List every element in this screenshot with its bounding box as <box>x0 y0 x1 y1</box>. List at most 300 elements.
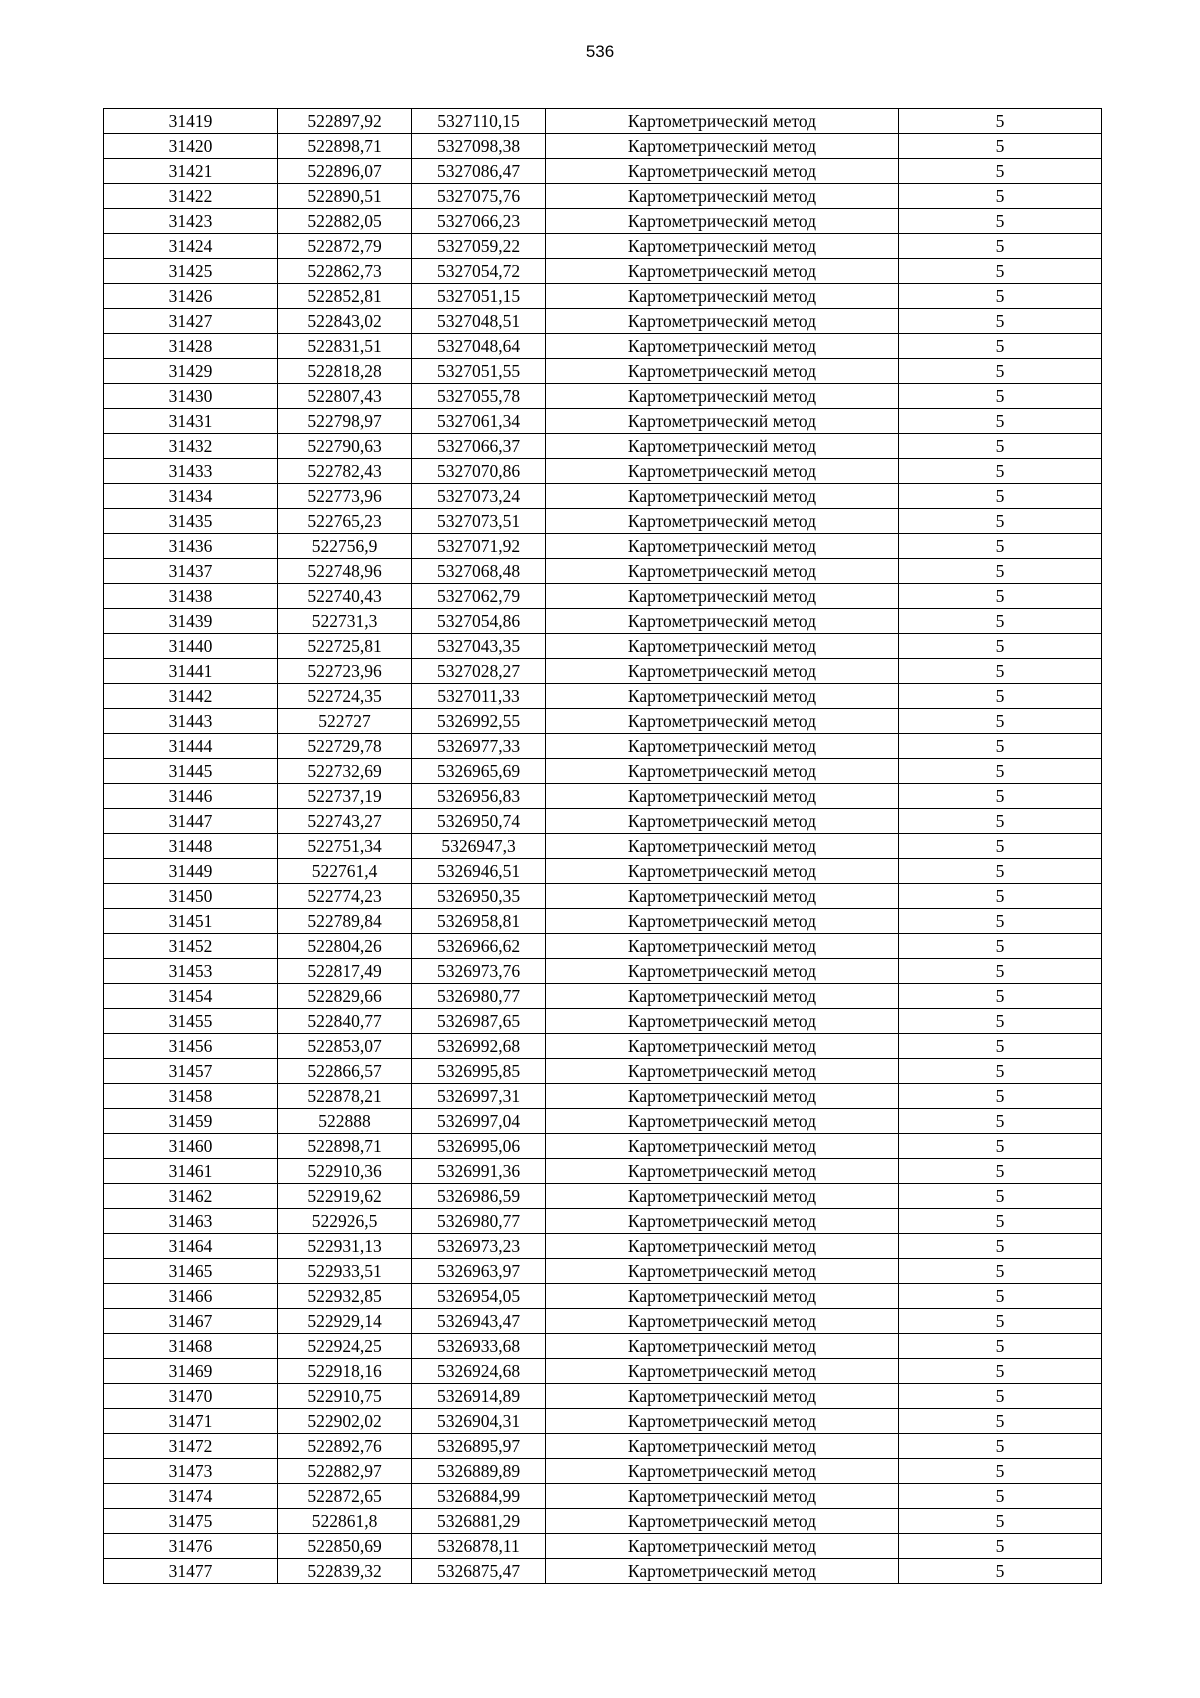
y-coordinate-cell: 5327043,35 <box>412 634 546 659</box>
method-cell: Картометрический метод <box>546 909 899 934</box>
point-number-cell: 31463 <box>104 1209 278 1234</box>
y-coordinate-cell: 5326946,51 <box>412 859 546 884</box>
table-row <box>104 1134 1102 1159</box>
point-number-cell: 31468 <box>104 1334 278 1359</box>
x-coordinate-cell: 522932,85 <box>278 1284 412 1309</box>
table-row <box>104 1359 1102 1384</box>
table-row <box>104 209 1102 234</box>
point-number-cell: 31433 <box>104 459 278 484</box>
table-row <box>104 184 1102 209</box>
y-coordinate-cell: 5326995,85 <box>412 1059 546 1084</box>
error-cell: 5 <box>899 459 1102 484</box>
point-number-cell: 31429 <box>104 359 278 384</box>
table-row <box>104 309 1102 334</box>
y-coordinate-cell: 5327048,51 <box>412 309 546 334</box>
y-coordinate-cell: 5327048,64 <box>412 334 546 359</box>
method-cell: Картометрический метод <box>546 159 899 184</box>
table-row <box>104 1209 1102 1234</box>
y-coordinate-cell: 5326986,59 <box>412 1184 546 1209</box>
point-number-cell: 31437 <box>104 559 278 584</box>
y-coordinate-cell: 5327011,33 <box>412 684 546 709</box>
y-coordinate-cell: 5326966,62 <box>412 934 546 959</box>
point-number-cell: 31458 <box>104 1084 278 1109</box>
x-coordinate-cell: 522853,07 <box>278 1034 412 1059</box>
point-number-cell: 31450 <box>104 884 278 909</box>
method-cell: Картометрический метод <box>546 1309 899 1334</box>
error-cell: 5 <box>899 859 1102 884</box>
x-coordinate-cell: 522852,81 <box>278 284 412 309</box>
method-cell: Картометрический метод <box>546 959 899 984</box>
error-cell: 5 <box>899 559 1102 584</box>
point-number-cell: 31427 <box>104 309 278 334</box>
error-cell: 5 <box>899 634 1102 659</box>
x-coordinate-cell: 522898,71 <box>278 134 412 159</box>
y-coordinate-cell: 5326992,55 <box>412 709 546 734</box>
point-number-cell: 31452 <box>104 934 278 959</box>
x-coordinate-cell: 522862,73 <box>278 259 412 284</box>
table-row <box>104 484 1102 509</box>
x-coordinate-cell: 522924,25 <box>278 1334 412 1359</box>
method-cell: Картометрический метод <box>546 1334 899 1359</box>
x-coordinate-cell: 522872,65 <box>278 1484 412 1509</box>
x-coordinate-cell: 522888 <box>278 1109 412 1134</box>
y-coordinate-cell: 5326889,89 <box>412 1459 546 1484</box>
error-cell: 5 <box>899 809 1102 834</box>
method-cell: Картометрический метод <box>546 509 899 534</box>
error-cell: 5 <box>899 1284 1102 1309</box>
error-cell: 5 <box>899 334 1102 359</box>
x-coordinate-cell: 522831,51 <box>278 334 412 359</box>
point-number-cell: 31438 <box>104 584 278 609</box>
x-coordinate-cell: 522910,36 <box>278 1159 412 1184</box>
method-cell: Картометрический метод <box>546 1159 899 1184</box>
method-cell: Картометрический метод <box>546 1484 899 1509</box>
table-row <box>104 559 1102 584</box>
point-number-cell: 31472 <box>104 1434 278 1459</box>
table-row <box>104 284 1102 309</box>
table-row <box>104 1434 1102 1459</box>
error-cell: 5 <box>899 284 1102 309</box>
method-cell: Картометрический метод <box>546 1209 899 1234</box>
y-coordinate-cell: 5326943,47 <box>412 1309 546 1334</box>
error-cell: 5 <box>899 1434 1102 1459</box>
y-coordinate-cell: 5326956,83 <box>412 784 546 809</box>
method-cell: Картометрический метод <box>546 634 899 659</box>
error-cell: 5 <box>899 184 1102 209</box>
y-coordinate-cell: 5326963,97 <box>412 1259 546 1284</box>
table-row <box>104 459 1102 484</box>
error-cell: 5 <box>899 884 1102 909</box>
error-cell: 5 <box>899 684 1102 709</box>
error-cell: 5 <box>899 734 1102 759</box>
table-row <box>104 959 1102 984</box>
y-coordinate-cell: 5326980,77 <box>412 984 546 1009</box>
point-number-cell: 31474 <box>104 1484 278 1509</box>
method-cell: Картометрический метод <box>546 1559 899 1584</box>
x-coordinate-cell: 522729,78 <box>278 734 412 759</box>
y-coordinate-cell: 5326958,81 <box>412 909 546 934</box>
table-row <box>104 1034 1102 1059</box>
point-number-cell: 31442 <box>104 684 278 709</box>
method-cell: Картометрический метод <box>546 1509 899 1534</box>
table-row <box>104 909 1102 934</box>
error-cell: 5 <box>899 1409 1102 1434</box>
point-number-cell: 31421 <box>104 159 278 184</box>
error-cell: 5 <box>899 259 1102 284</box>
point-number-cell: 31419 <box>104 109 278 134</box>
method-cell: Картометрический метод <box>546 134 899 159</box>
point-number-cell: 31424 <box>104 234 278 259</box>
method-cell: Картометрический метод <box>546 834 899 859</box>
y-coordinate-cell: 5326980,77 <box>412 1209 546 1234</box>
point-number-cell: 31454 <box>104 984 278 1009</box>
error-cell: 5 <box>899 1209 1102 1234</box>
y-coordinate-cell: 5327051,15 <box>412 284 546 309</box>
y-coordinate-cell: 5326991,36 <box>412 1159 546 1184</box>
point-number-cell: 31426 <box>104 284 278 309</box>
method-cell: Картометрический метод <box>546 1109 899 1134</box>
error-cell: 5 <box>899 1509 1102 1534</box>
table-row <box>104 859 1102 884</box>
error-cell: 5 <box>899 134 1102 159</box>
error-cell: 5 <box>899 1184 1102 1209</box>
x-coordinate-cell: 522850,69 <box>278 1534 412 1559</box>
x-coordinate-cell: 522798,97 <box>278 409 412 434</box>
table-row <box>104 1059 1102 1084</box>
point-number-cell: 31444 <box>104 734 278 759</box>
x-coordinate-cell: 522931,13 <box>278 1234 412 1259</box>
error-cell: 5 <box>899 1109 1102 1134</box>
method-cell: Картометрический метод <box>546 1284 899 1309</box>
y-coordinate-cell: 5326904,31 <box>412 1409 546 1434</box>
error-cell: 5 <box>899 1459 1102 1484</box>
table-row <box>104 934 1102 959</box>
error-cell: 5 <box>899 509 1102 534</box>
page-number: 536 <box>585 42 615 61</box>
x-coordinate-cell: 522866,57 <box>278 1059 412 1084</box>
x-coordinate-cell: 522843,02 <box>278 309 412 334</box>
point-number-cell: 31462 <box>104 1184 278 1209</box>
x-coordinate-cell: 522839,32 <box>278 1559 412 1584</box>
method-cell: Картометрический метод <box>546 184 899 209</box>
y-coordinate-cell: 5327086,47 <box>412 159 546 184</box>
method-cell: Картометрический метод <box>546 1134 899 1159</box>
point-number-cell: 31466 <box>104 1284 278 1309</box>
method-cell: Картометрический метод <box>546 659 899 684</box>
method-cell: Картометрический метод <box>546 1459 899 1484</box>
point-number-cell: 31457 <box>104 1059 278 1084</box>
x-coordinate-cell: 522896,07 <box>278 159 412 184</box>
x-coordinate-cell: 522727 <box>278 709 412 734</box>
x-coordinate-cell: 522748,96 <box>278 559 412 584</box>
y-coordinate-cell: 5326965,69 <box>412 759 546 784</box>
point-number-cell: 31477 <box>104 1559 278 1584</box>
method-cell: Картометрический метод <box>546 334 899 359</box>
error-cell: 5 <box>899 584 1102 609</box>
table-row <box>104 1184 1102 1209</box>
x-coordinate-cell: 522840,77 <box>278 1009 412 1034</box>
y-coordinate-cell: 5326973,76 <box>412 959 546 984</box>
method-cell: Картометрический метод <box>546 1384 899 1409</box>
point-number-cell: 31439 <box>104 609 278 634</box>
x-coordinate-cell: 522910,75 <box>278 1384 412 1409</box>
x-coordinate-cell: 522789,84 <box>278 909 412 934</box>
x-coordinate-cell: 522829,66 <box>278 984 412 1009</box>
error-cell: 5 <box>899 309 1102 334</box>
point-number-cell: 31475 <box>104 1509 278 1534</box>
error-cell: 5 <box>899 484 1102 509</box>
method-cell: Картометрический метод <box>546 1409 899 1434</box>
point-number-cell: 31446 <box>104 784 278 809</box>
error-cell: 5 <box>899 759 1102 784</box>
point-number-cell: 31431 <box>104 409 278 434</box>
y-coordinate-cell: 5326895,97 <box>412 1434 546 1459</box>
y-coordinate-cell: 5327051,55 <box>412 359 546 384</box>
x-coordinate-cell: 522790,63 <box>278 434 412 459</box>
y-coordinate-cell: 5326977,33 <box>412 734 546 759</box>
table-row <box>104 884 1102 909</box>
table-row <box>104 1009 1102 1034</box>
method-cell: Картометрический метод <box>546 934 899 959</box>
point-number-cell: 31423 <box>104 209 278 234</box>
method-cell: Картометрический метод <box>546 709 899 734</box>
method-cell: Картометрический метод <box>546 1184 899 1209</box>
x-coordinate-cell: 522818,28 <box>278 359 412 384</box>
error-cell: 5 <box>899 909 1102 934</box>
error-cell: 5 <box>899 384 1102 409</box>
x-coordinate-cell: 522929,14 <box>278 1309 412 1334</box>
y-coordinate-cell: 5326954,05 <box>412 1284 546 1309</box>
table-row <box>104 1159 1102 1184</box>
table-row <box>104 634 1102 659</box>
y-coordinate-cell: 5326950,35 <box>412 884 546 909</box>
x-coordinate-cell: 522817,49 <box>278 959 412 984</box>
y-coordinate-cell: 5326995,06 <box>412 1134 546 1159</box>
y-coordinate-cell: 5326924,68 <box>412 1359 546 1384</box>
table-row <box>104 134 1102 159</box>
coordinates-table-body <box>104 109 1102 1584</box>
x-coordinate-cell: 522740,43 <box>278 584 412 609</box>
table-row <box>104 1284 1102 1309</box>
table-row <box>104 809 1102 834</box>
point-number-cell: 31422 <box>104 184 278 209</box>
x-coordinate-cell: 522731,3 <box>278 609 412 634</box>
y-coordinate-cell: 5326878,11 <box>412 1534 546 1559</box>
method-cell: Картометрический метод <box>546 809 899 834</box>
table-row <box>104 234 1102 259</box>
method-cell: Картометрический метод <box>546 384 899 409</box>
x-coordinate-cell: 522898,71 <box>278 1134 412 1159</box>
error-cell: 5 <box>899 109 1102 134</box>
x-coordinate-cell: 522861,8 <box>278 1509 412 1534</box>
y-coordinate-cell: 5327061,34 <box>412 409 546 434</box>
y-coordinate-cell: 5327070,86 <box>412 459 546 484</box>
point-number-cell: 31436 <box>104 534 278 559</box>
method-cell: Картометрический метод <box>546 259 899 284</box>
point-number-cell: 31456 <box>104 1034 278 1059</box>
x-coordinate-cell: 522773,96 <box>278 484 412 509</box>
table-row <box>104 109 1102 134</box>
table-row <box>104 759 1102 784</box>
x-coordinate-cell: 522743,27 <box>278 809 412 834</box>
table-row <box>104 984 1102 1009</box>
method-cell: Картометрический метод <box>546 1009 899 1034</box>
method-cell: Картометрический метод <box>546 684 899 709</box>
error-cell: 5 <box>899 1359 1102 1384</box>
point-number-cell: 31453 <box>104 959 278 984</box>
y-coordinate-cell: 5327066,37 <box>412 434 546 459</box>
y-coordinate-cell: 5326950,74 <box>412 809 546 834</box>
error-cell: 5 <box>899 434 1102 459</box>
table-row <box>104 609 1102 634</box>
x-coordinate-cell: 522919,62 <box>278 1184 412 1209</box>
table-row <box>104 334 1102 359</box>
y-coordinate-cell: 5327066,23 <box>412 209 546 234</box>
method-cell: Картометрический метод <box>546 1234 899 1259</box>
y-coordinate-cell: 5326933,68 <box>412 1334 546 1359</box>
error-cell: 5 <box>899 1559 1102 1584</box>
table-row <box>104 1509 1102 1534</box>
point-number-cell: 31473 <box>104 1459 278 1484</box>
x-coordinate-cell: 522807,43 <box>278 384 412 409</box>
table-row <box>104 1084 1102 1109</box>
x-coordinate-cell: 522872,79 <box>278 234 412 259</box>
point-number-cell: 31430 <box>104 384 278 409</box>
table-row <box>104 709 1102 734</box>
x-coordinate-cell: 522765,23 <box>278 509 412 534</box>
y-coordinate-cell: 5326914,89 <box>412 1384 546 1409</box>
error-cell: 5 <box>899 159 1102 184</box>
x-coordinate-cell: 522724,35 <box>278 684 412 709</box>
error-cell: 5 <box>899 1259 1102 1284</box>
y-coordinate-cell: 5327055,78 <box>412 384 546 409</box>
x-coordinate-cell: 522761,4 <box>278 859 412 884</box>
method-cell: Картометрический метод <box>546 1359 899 1384</box>
error-cell: 5 <box>899 1134 1102 1159</box>
y-coordinate-cell: 5327054,72 <box>412 259 546 284</box>
method-cell: Картометрический метод <box>546 734 899 759</box>
method-cell: Картометрический метод <box>546 534 899 559</box>
point-number-cell: 31460 <box>104 1134 278 1159</box>
method-cell: Картометрический метод <box>546 234 899 259</box>
y-coordinate-cell: 5327110,15 <box>412 109 546 134</box>
table-row <box>104 259 1102 284</box>
table-row <box>104 434 1102 459</box>
y-coordinate-cell: 5326997,31 <box>412 1084 546 1109</box>
table-row <box>104 684 1102 709</box>
x-coordinate-cell: 522882,05 <box>278 209 412 234</box>
x-coordinate-cell: 522918,16 <box>278 1359 412 1384</box>
y-coordinate-cell: 5327028,27 <box>412 659 546 684</box>
method-cell: Картометрический метод <box>546 1434 899 1459</box>
table-row <box>104 1259 1102 1284</box>
method-cell: Картометрический метод <box>546 434 899 459</box>
point-number-cell: 31420 <box>104 134 278 159</box>
x-coordinate-cell: 522723,96 <box>278 659 412 684</box>
table-row <box>104 1234 1102 1259</box>
method-cell: Картометрический метод <box>546 759 899 784</box>
table-row <box>104 584 1102 609</box>
point-number-cell: 31449 <box>104 859 278 884</box>
error-cell: 5 <box>899 409 1102 434</box>
table-row <box>104 734 1102 759</box>
x-coordinate-cell: 522890,51 <box>278 184 412 209</box>
table-row <box>104 1109 1102 1134</box>
point-number-cell: 31440 <box>104 634 278 659</box>
point-number-cell: 31451 <box>104 909 278 934</box>
x-coordinate-cell: 522882,97 <box>278 1459 412 1484</box>
error-cell: 5 <box>899 934 1102 959</box>
error-cell: 5 <box>899 1159 1102 1184</box>
coordinates-table <box>103 108 1102 1584</box>
point-number-cell: 31428 <box>104 334 278 359</box>
method-cell: Картометрический метод <box>546 409 899 434</box>
method-cell: Картометрический метод <box>546 609 899 634</box>
table-row <box>104 534 1102 559</box>
error-cell: 5 <box>899 609 1102 634</box>
error-cell: 5 <box>899 1484 1102 1509</box>
x-coordinate-cell: 522751,34 <box>278 834 412 859</box>
y-coordinate-cell: 5326997,04 <box>412 1109 546 1134</box>
error-cell: 5 <box>899 234 1102 259</box>
y-coordinate-cell: 5326947,3 <box>412 834 546 859</box>
y-coordinate-cell: 5327073,24 <box>412 484 546 509</box>
y-coordinate-cell: 5326992,68 <box>412 1034 546 1059</box>
x-coordinate-cell: 522725,81 <box>278 634 412 659</box>
point-number-cell: 31469 <box>104 1359 278 1384</box>
table-row <box>104 1384 1102 1409</box>
error-cell: 5 <box>899 959 1102 984</box>
error-cell: 5 <box>899 659 1102 684</box>
point-number-cell: 31434 <box>104 484 278 509</box>
method-cell: Картометрический метод <box>546 359 899 384</box>
table-row <box>104 1559 1102 1584</box>
method-cell: Картометрический метод <box>546 1059 899 1084</box>
method-cell: Картометрический метод <box>546 1034 899 1059</box>
point-number-cell: 31443 <box>104 709 278 734</box>
x-coordinate-cell: 522897,92 <box>278 109 412 134</box>
table-row <box>104 784 1102 809</box>
point-number-cell: 31465 <box>104 1259 278 1284</box>
method-cell: Картометрический метод <box>546 584 899 609</box>
x-coordinate-cell: 522933,51 <box>278 1259 412 1284</box>
table-row <box>104 409 1102 434</box>
point-number-cell: 31459 <box>104 1109 278 1134</box>
method-cell: Картометрический метод <box>546 109 899 134</box>
point-number-cell: 31476 <box>104 1534 278 1559</box>
point-number-cell: 31467 <box>104 1309 278 1334</box>
error-cell: 5 <box>899 1384 1102 1409</box>
method-cell: Картометрический метод <box>546 1084 899 1109</box>
table-row <box>104 159 1102 184</box>
point-number-cell: 31432 <box>104 434 278 459</box>
x-coordinate-cell: 522737,19 <box>278 784 412 809</box>
x-coordinate-cell: 522892,76 <box>278 1434 412 1459</box>
table-row <box>104 834 1102 859</box>
x-coordinate-cell: 522878,21 <box>278 1084 412 1109</box>
x-coordinate-cell: 522732,69 <box>278 759 412 784</box>
error-cell: 5 <box>899 359 1102 384</box>
y-coordinate-cell: 5327062,79 <box>412 584 546 609</box>
error-cell: 5 <box>899 534 1102 559</box>
point-number-cell: 31441 <box>104 659 278 684</box>
point-number-cell: 31455 <box>104 1009 278 1034</box>
y-coordinate-cell: 5326973,23 <box>412 1234 546 1259</box>
error-cell: 5 <box>899 784 1102 809</box>
x-coordinate-cell: 522804,26 <box>278 934 412 959</box>
point-number-cell: 31461 <box>104 1159 278 1184</box>
y-coordinate-cell: 5327075,76 <box>412 184 546 209</box>
